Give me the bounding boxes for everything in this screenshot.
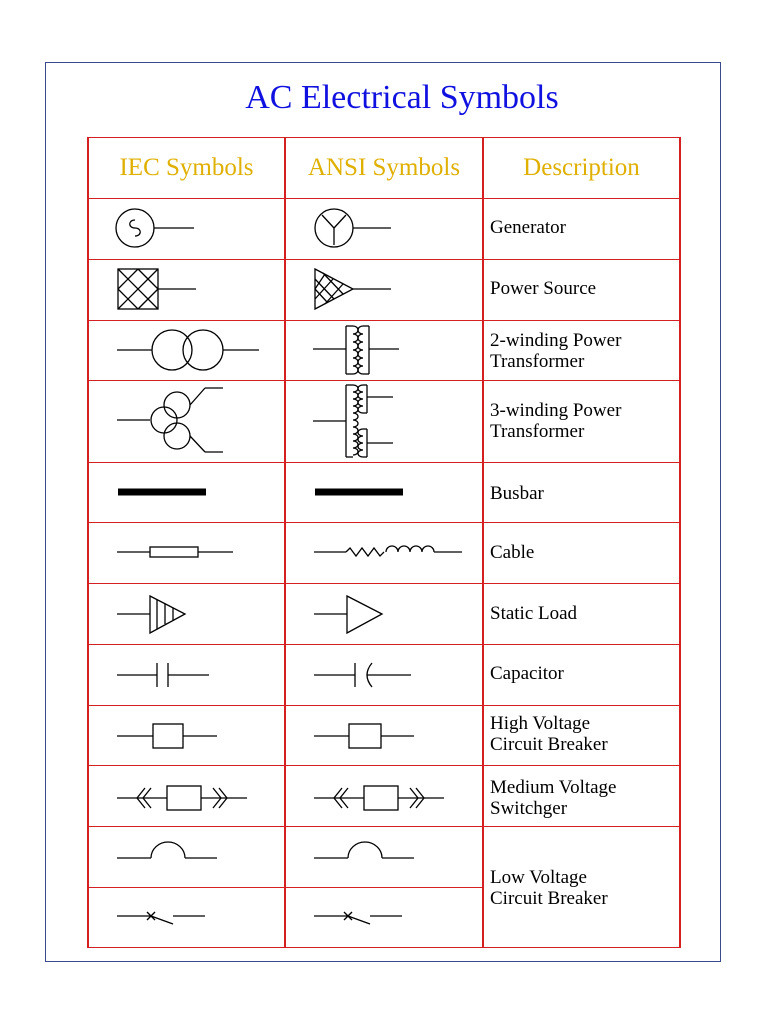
transformer-2-winding-ansi-icon <box>313 322 403 378</box>
mv-switchgear-iec-icon <box>117 784 249 812</box>
description-cable: Cable <box>490 542 535 563</box>
busbar-ansi-icon <box>314 485 406 499</box>
row-divider <box>87 705 681 706</box>
page-title: AC Electrical Symbols <box>245 79 559 116</box>
cable-ansi-icon <box>314 541 464 563</box>
header-iec: IEC Symbols <box>119 154 254 181</box>
description-2-winding-transformer: 2-winding Power Transformer <box>490 330 622 372</box>
header-ansi: ANSI Symbols <box>307 154 461 181</box>
description-3-winding-transformer: 3-winding Power Transformer <box>490 400 622 442</box>
description-busbar: Busbar <box>490 483 544 504</box>
row-divider <box>87 826 681 827</box>
description-generator: Generator <box>490 217 566 238</box>
busbar-iec-icon <box>117 485 209 499</box>
description-hv-breaker: High Voltage Circuit Breaker <box>490 713 608 755</box>
description-capacitor: Capacitor <box>490 663 564 684</box>
table-border-bottom <box>87 947 681 948</box>
cable-iec-icon <box>117 543 235 561</box>
power-source-iec-icon <box>117 268 197 310</box>
transformer-3-winding-iec-icon <box>117 385 232 457</box>
description-mv-switchgear: Medium Voltage Switchger <box>490 777 617 819</box>
description-static-load: Static Load <box>490 603 578 624</box>
row-divider <box>87 198 681 199</box>
table-border-top <box>87 137 681 138</box>
static-load-iec-icon <box>117 594 189 636</box>
row-divider <box>87 259 681 260</box>
page-frame <box>45 62 721 962</box>
capacitor-iec-icon <box>117 663 211 687</box>
mv-switchgear-ansi-icon <box>314 784 446 812</box>
row-divider <box>87 644 681 645</box>
header-description: Description <box>523 154 640 181</box>
generator-ansi-icon <box>313 207 393 249</box>
generator-iec-icon <box>115 207 195 249</box>
row-divider <box>87 583 681 584</box>
power-source-ansi-icon <box>313 268 393 310</box>
lv-breaker-iec-icon-2 <box>117 906 207 926</box>
description-power-source: Power Source <box>490 278 597 299</box>
row-divider <box>87 765 681 766</box>
row-divider <box>87 380 681 381</box>
row-divider <box>87 320 681 321</box>
lv-breaker-iec-icon-1 <box>117 840 219 860</box>
capacitor-ansi-icon <box>314 663 414 687</box>
description-lv-breaker: Low Voltage Circuit Breaker <box>490 867 608 909</box>
lv-breaker-ansi-icon-1 <box>314 840 416 860</box>
row-divider <box>87 462 681 463</box>
row-divider-partial <box>87 887 483 888</box>
transformer-3-winding-ansi-icon <box>313 383 398 461</box>
static-load-ansi-icon <box>314 594 386 636</box>
row-divider <box>87 522 681 523</box>
hv-breaker-iec-icon <box>117 722 219 750</box>
hv-breaker-ansi-icon <box>314 722 416 750</box>
transformer-2-winding-iec-icon <box>117 330 262 372</box>
lv-breaker-ansi-icon-2 <box>314 906 404 926</box>
